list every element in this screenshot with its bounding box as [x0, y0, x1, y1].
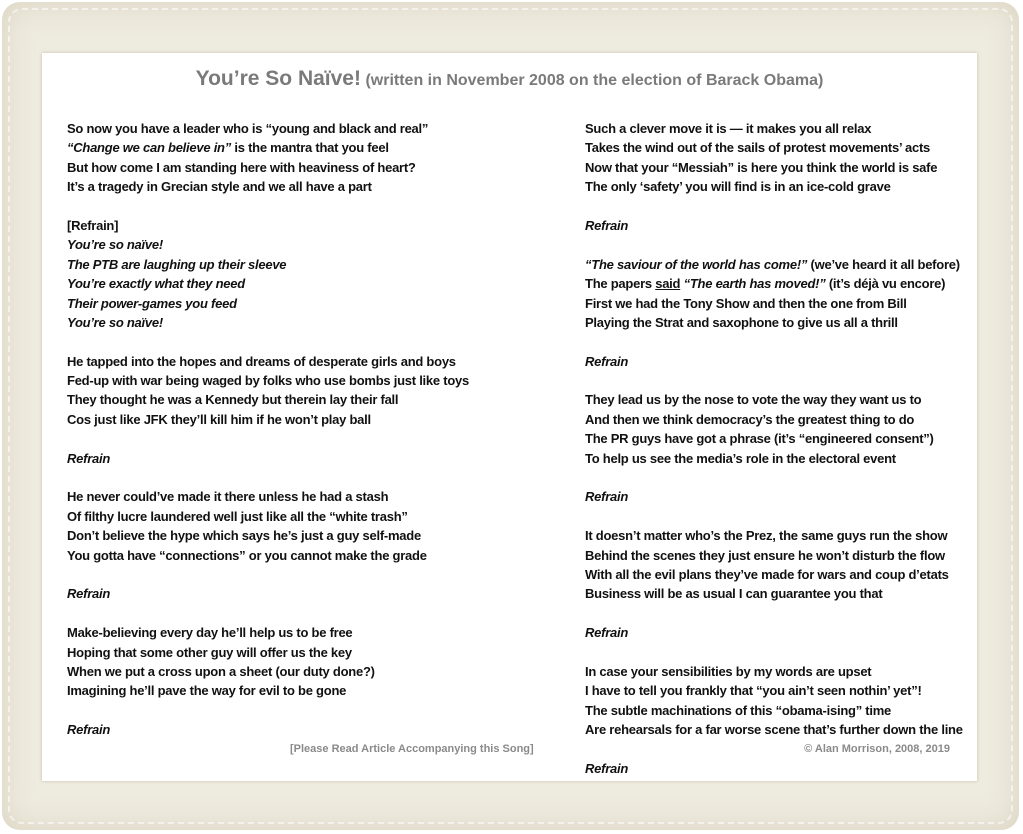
lyrics-sheet: [42, 53, 977, 781]
lyric-line: Such a clever move it is — it makes you all relax: [585, 121, 872, 136]
lyric-line: Behind the scenes they just ensure he won’t disturb the flow: [585, 547, 945, 563]
lyric-line: I have to tell you frankly that “you ain’t seen nothin’ yet”!: [585, 683, 922, 699]
lyric-line: To help us see the media’s role in the electoral event: [585, 450, 896, 466]
song-subtitle: (written in November 2008 on the election of Barack Obama): [365, 72, 824, 89]
lyric-text: The papers: [585, 276, 656, 292]
refrain-marker: Refrain: [67, 722, 111, 738]
refrain-marker: Refrain: [585, 489, 629, 505]
lyric-line: The only ‘safety’ you will find is in an ice-cold grave: [585, 179, 891, 195]
lyric-text: (we’ve heard it all before): [807, 256, 960, 272]
lyric-quote: “The saviour of the world has come!”: [585, 256, 808, 272]
lyric-line: Of filthy lucre laundered well just like all the “white trash”: [67, 508, 408, 524]
refrain-line: You’re so naïve!: [67, 237, 163, 253]
lyric-line: But how come I am standing here with heaviness of heart?: [67, 159, 416, 175]
lyric-line: Playing the Strat and saxophone to give us all a thrill: [585, 314, 898, 330]
lyric-line: They thought he was a Kennedy but therein lay their fall: [67, 392, 399, 408]
lyric-line: They lead us by the nose to vote the way they want us to: [585, 392, 922, 408]
lyric-text: (it’s déjà vu encore): [825, 276, 946, 292]
lyric-line: Cos just like JFK they’ll kill him if he won’t play ball: [67, 411, 371, 427]
lyric-quote: “Change we can believe in”: [67, 140, 231, 156]
refrain-marker: Refrain: [67, 586, 111, 602]
refrain-line: You’re exactly what they need: [67, 276, 245, 292]
lyric-line: And then we think democracy’s the greatest thing to do: [585, 411, 915, 427]
lyric-line: In case your sensibilities by my words are upset: [585, 663, 872, 679]
refrain-line: Their power-games you feed: [67, 295, 237, 311]
article-note: [Please Read Article Accompanying this Song]: [290, 743, 534, 755]
refrain-marker: Refrain: [67, 450, 111, 466]
lyric-line: Imagining he’ll pave the way for evil to be gone: [67, 683, 347, 699]
lyric-line: When we put a cross upon a sheet (our duty done?): [67, 663, 375, 679]
copyright-notice: © Alan Morrison, 2008, 2019: [804, 743, 950, 755]
lyric-line: It doesn’t matter who’s the Prez, the same guys run the show: [585, 528, 948, 544]
lyric-text: is the mantra that you feel: [231, 140, 389, 156]
lyric-line: [67, 138, 469, 157]
lyric-line: He never could’ve made it there unless he had a stash: [67, 489, 389, 505]
lyric-line: He tapped into the hopes and dreams of desperate girls and boys: [67, 353, 456, 369]
refrain-marker: Refrain: [585, 353, 629, 369]
lyric-line: [585, 274, 963, 293]
lyric-line: Now that your “Messiah” is here you think the world is safe: [585, 159, 938, 175]
lyric-line: [585, 255, 963, 274]
refrain-line: The PTB are laughing up their sleeve: [67, 256, 287, 272]
lyric-line: You gotta have “connections” or you cannot make the grade: [67, 547, 427, 563]
refrain-marker: Refrain: [585, 760, 629, 776]
lyric-quote: “The earth has moved!”: [680, 276, 826, 292]
lyric-line: First we had the Tony Show and then the one from Bill: [585, 295, 907, 311]
lyric-line: Business will be as usual I can guarantee you that: [585, 586, 883, 602]
lyric-line: The PR guys have got a phrase (it’s “engineered consent”): [585, 431, 934, 447]
song-title: You’re So Naïve!: [195, 67, 361, 90]
lyric-line: Hoping that some other guy will offer us the key: [67, 644, 352, 660]
left-column: [67, 119, 469, 740]
lyric-line: Fed-up with war being waged by folks who use bombs just like toys: [67, 373, 469, 389]
lyric-line: It’s a tragedy in Grecian style and we all have a part: [67, 179, 372, 195]
refrain-line: You’re so naïve!: [67, 314, 163, 330]
lyric-line: Are rehearsals for a far worse scene that’s further down the line: [585, 722, 963, 738]
lyric-line: Make-believing every day he’ll help us to be free: [67, 625, 353, 641]
lyric-line: Takes the wind out of the sails of protest movements’ acts: [585, 140, 931, 156]
refrain-marker: Refrain: [585, 217, 629, 233]
lyric-line: The subtle machinations of this “obama-ising” time: [585, 702, 892, 718]
lyric-line: Don’t believe the hype which says he’s just a guy self-made: [67, 528, 421, 544]
page-title: [42, 67, 977, 91]
underlined-word: said: [655, 276, 681, 292]
right-column: [585, 119, 963, 778]
lyric-line: So now you have a leader who is “young and black and real”: [67, 121, 429, 136]
lyric-line: With all the evil plans they’ve made for wars and coup d’etats: [585, 566, 949, 582]
refrain-header: [Refrain]: [67, 217, 119, 233]
refrain-marker: Refrain: [585, 625, 629, 641]
